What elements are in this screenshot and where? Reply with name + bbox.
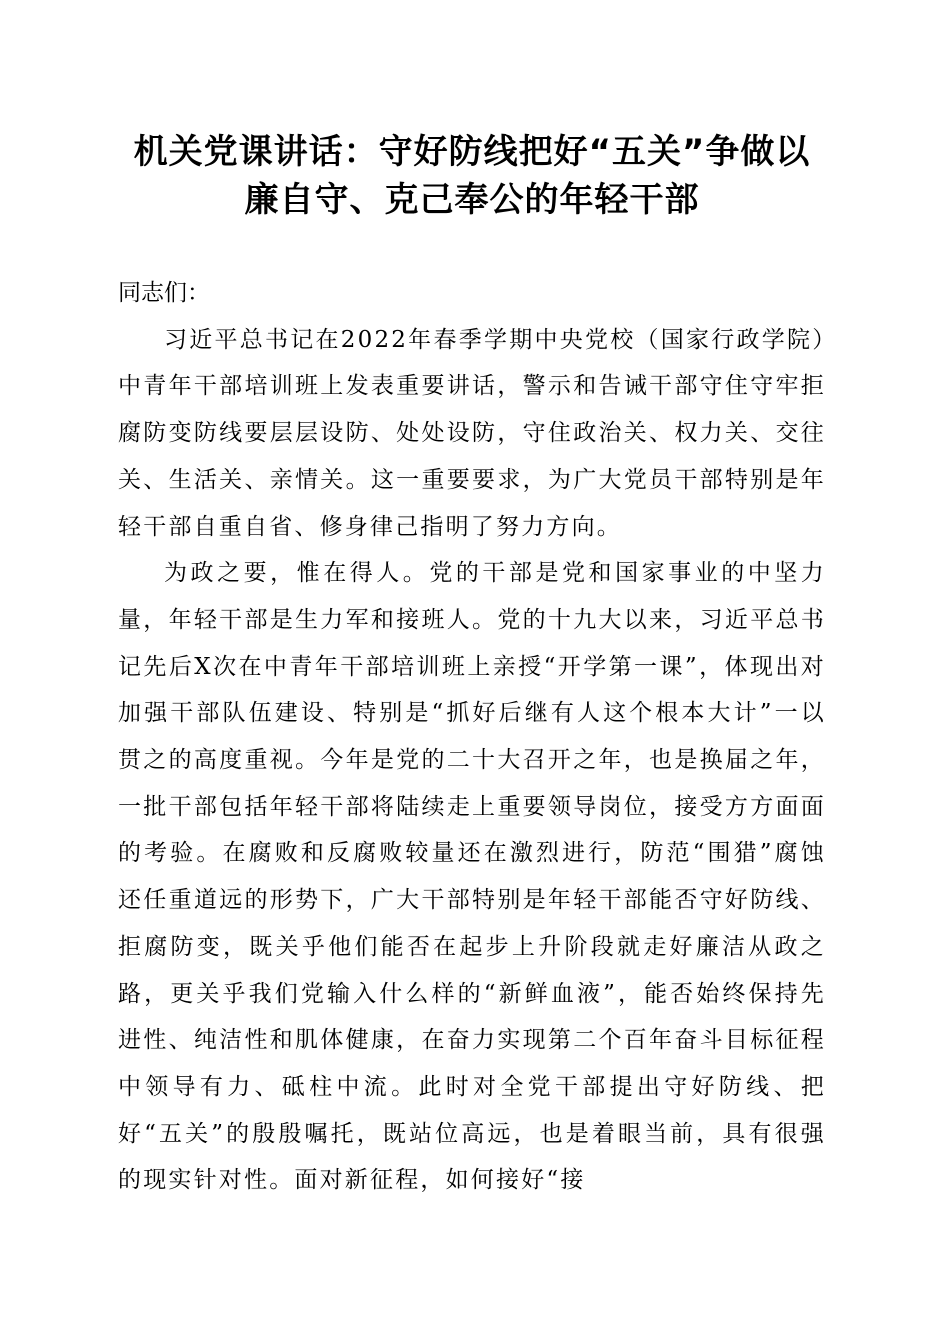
paragraph-1: 习近平总书记在2022年春季学期中央党校（国家行政学院）中青年干部培训班上发表重要讲话，警示和告诫干部守住守牢拒腐防变防线要层层设防、处处设防，守住政治关、权力关、交往关、生活关、亲情关。这一重要要求，为广大党员干部特别是年轻干部自重自省、修身律己指明了努力方向。 [118,326,826,540]
salutation: 同志们： [118,280,210,306]
document-page [118,128,826,1204]
title-line-2: 廉自守、克己奉公的年轻干部 [244,180,700,220]
title-line-1: 机关党课讲话：守好防线把好“五关”争做以 [133,132,811,172]
document-body [118,270,826,1204]
document-title [118,128,826,224]
paragraph-2: 为政之要，惟在得人。党的干部是党和国家事业的中坚力量，年轻干部是生力军和接班人。党的十九大以来，习近平总书记先后X次在中青年干部培训班上亲授“开学第一课”，体现出对加强干部队伍建设、特别是“抓好后继有人这个根本大计”一以贯之的高度重视。今年是党的二十大召开之年，也是换届之年，一批干部包括年轻干部将陆续走上重要领导岗位，接受方方面面的考验。在腐败和反腐败较量还在激烈进行，防范“围猎”腐蚀还任重道远的形势下，广大干部特别是年轻干部能否守好防线、拒腐防变，既关乎他们能否在起步上升阶段就走好廉洁从政之路，更关乎我们党输入什么样的“新鲜血液”，能否始终保持先进性、纯洁性和肌体健康，在奋力实现第二个百年奋斗目标征程中领导有力、砥柱中流。此时对全党干部提出守好防线、把好“五关”的殷殷嘱托，既站位高远，也是着眼当前，具有很强的现实针对性。面对新征程，如何接好“接 [118,560,826,1194]
